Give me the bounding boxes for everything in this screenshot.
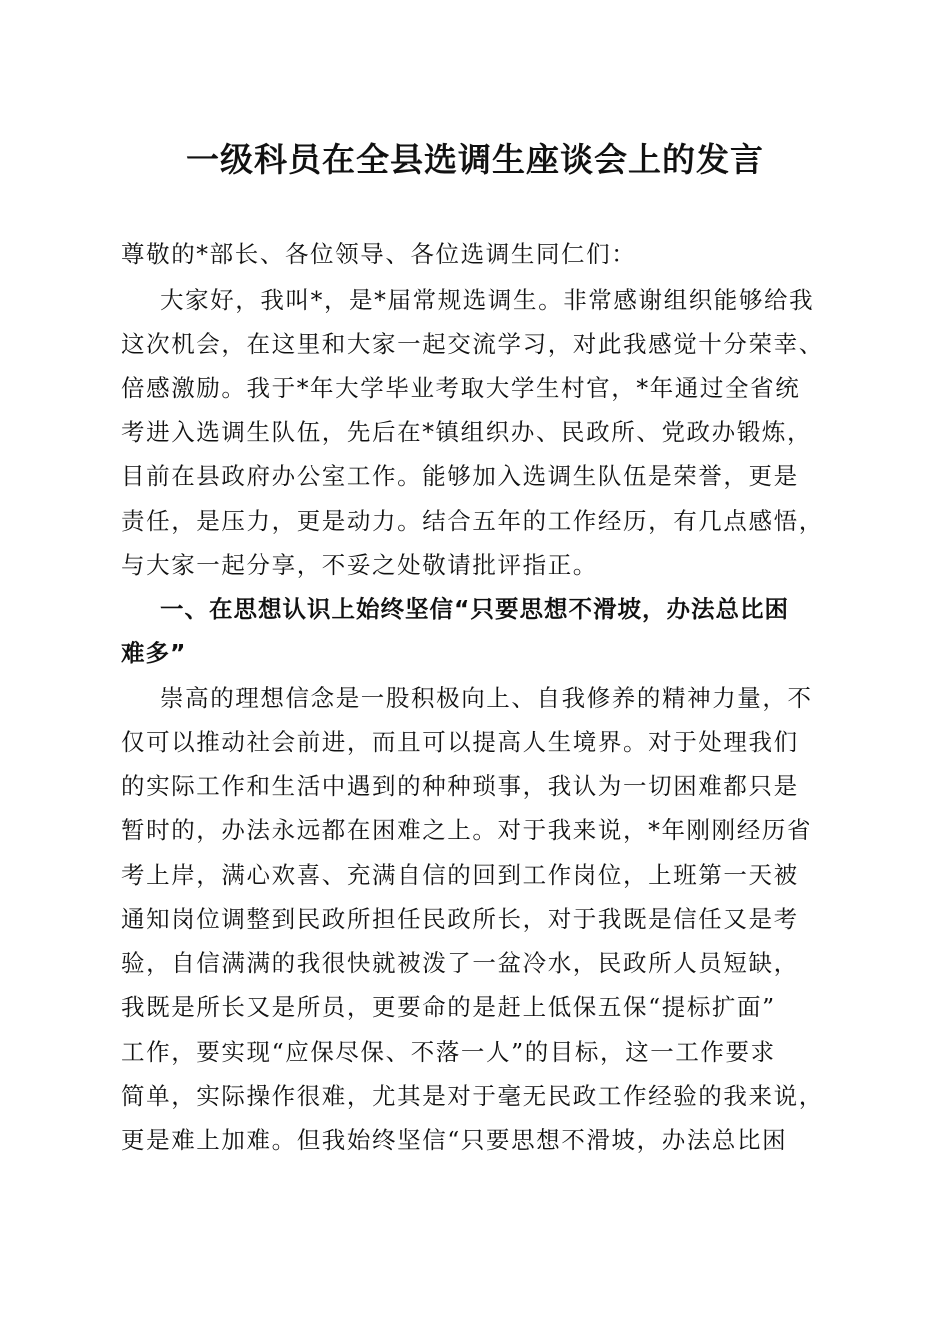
body-line: 的实际工作和生活中遇到的种种琐事，我认为一切困难都只是 [121,772,799,800]
body-line: 通知岗位调整到民政所担任民政所长，对于我既是信任又是考 [121,905,799,933]
body-line: 崇高的理想信念是一股积极向上、自我修养的精神力量，不 [160,684,813,712]
body-line: 简单，实际操作很难，尤其是对于毫无民政工作经验的我来说， [121,1082,824,1110]
body-line: 我既是所长又是所员，更要命的是赶上低保五保“提标扩面” [121,993,776,1021]
intro-line: 考进入选调生队伍，先后在*镇组织办、民政所、党政办锻炼， [121,418,813,446]
intro-line: 这次机会，在这里和大家一起交流学习，对此我感觉十分荣幸、 [121,330,824,358]
salutation: 尊敬的*部长、各位领导、各位选调生同仁们： [121,240,637,268]
intro-line: 目前在县政府办公室工作。能够加入选调生队伍是荣誉，更是 [121,462,799,490]
intro-line: 责任，是压力，更是动力。结合五年的工作经历，有几点感悟， [121,507,824,535]
body-line: 工作，要实现“应保尽保、不落一人”的目标，这一工作要求 [121,1038,776,1066]
page-title: 一级科员在全县选调生座谈会上的发言 [186,140,764,179]
intro-line: 大家好，我叫*，是*届常规选调生。非常感谢组织能够给我 [160,286,815,314]
section-heading: 难多” [121,639,187,667]
body-line: 验，自信满满的我很快就被泼了一盆冷水，民政所人员短缺， [121,949,799,977]
intro-line: 倍感激励。我于*年大学毕业考取大学生村官，*年通过全省统 [121,374,801,402]
body-line: 仅可以推动社会前进，而且可以提高人生境界。对于处理我们 [121,728,799,756]
section-heading: 一、在思想认识上始终坚信“只要思想不滑坡，办法总比困 [160,595,789,623]
body-line: 考上岸，满心欢喜、充满自信的回到工作岗位，上班第一天被 [121,861,799,889]
body-line: 暂时的，办法永远都在困难之上。对于我来说，*年刚刚经历省 [121,816,813,844]
intro-line: 与大家一起分享，不妥之处敬请批评指正。 [121,551,598,579]
body-line: 更是难上加难。但我始终坚信“只要思想不滑坡，办法总比困 [121,1126,788,1154]
